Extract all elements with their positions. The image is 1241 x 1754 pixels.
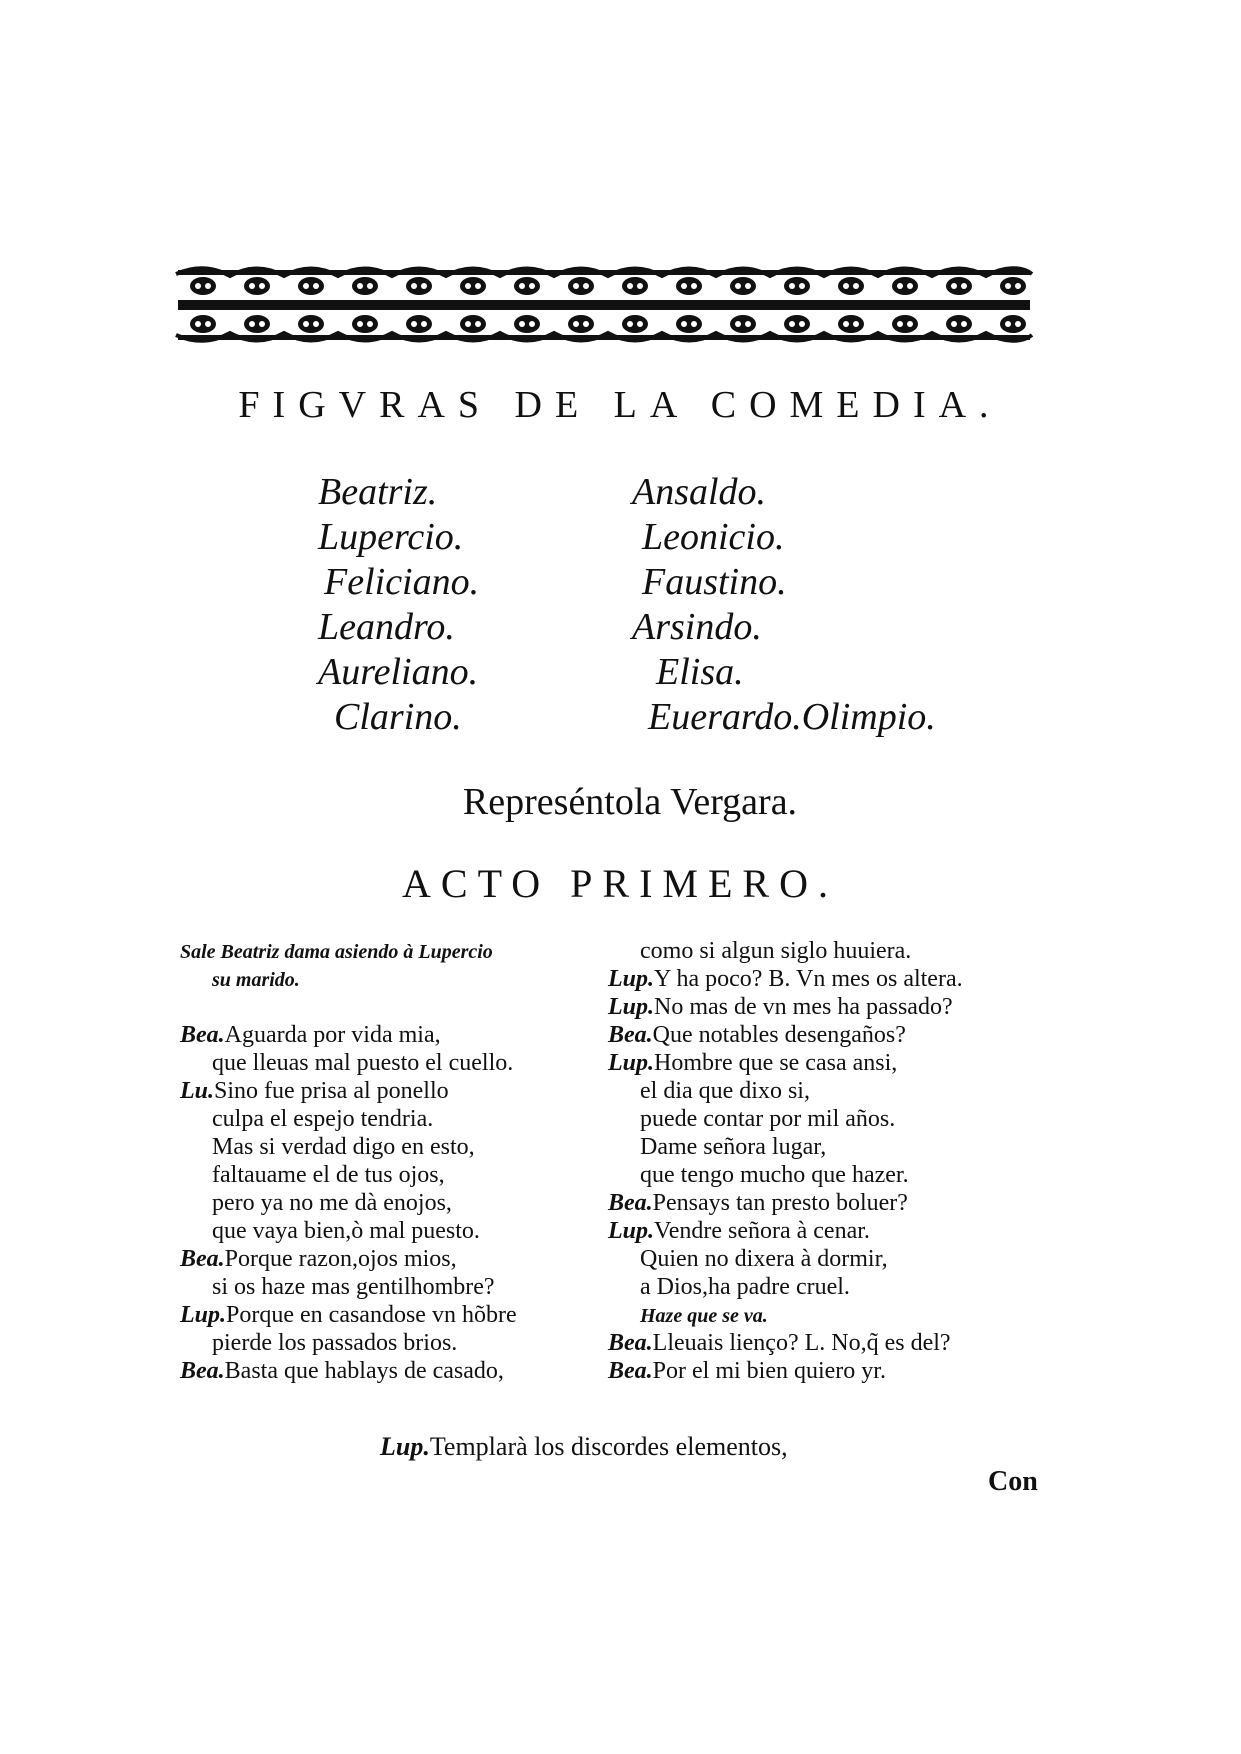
cast-list-right (632, 470, 936, 740)
verse-text: Basta que hablays de casado, (224, 1358, 504, 1384)
verse-text: Y ha poco? B. Vn mes os altera. (654, 966, 963, 992)
verse-text: Templarà los discordes elementos, (429, 1432, 788, 1461)
dialogue-column-left (180, 937, 620, 1385)
verse-text: pero ya no me dà enojos, (212, 1190, 452, 1216)
verse-text: que lleuas mal puesto el cuello. (212, 1050, 514, 1076)
dialogue-column-right (608, 937, 1048, 1385)
speaker-label: Lup. (180, 1302, 227, 1328)
dialogue-line (180, 1049, 620, 1077)
verse-text: No mas de vn mes ha passado? (654, 994, 953, 1020)
dialogue-line (180, 1105, 620, 1133)
dialogue-line (608, 993, 1048, 1021)
dialogue-line (180, 1189, 620, 1217)
dialogue-line (608, 1105, 1048, 1133)
speaker-label: Bea. (608, 1190, 653, 1216)
dialogue-line (180, 1329, 620, 1357)
stage-direction-text: su marido. (212, 969, 300, 991)
speaker-label: Lup. (608, 1218, 655, 1244)
verse-text: Quien no dixera à dormir, (640, 1246, 888, 1272)
verse-text: Vendre señora à cenar. (654, 1218, 870, 1244)
stage-direction-text: Haze que se va. (640, 1305, 768, 1327)
verse-text: Lleuais lienço? L. No,q̃ es del? (652, 1330, 951, 1356)
cast-name: Clarino. (334, 696, 462, 738)
catchword: Con (988, 1466, 1038, 1497)
cast-name: Leonicio. (642, 516, 785, 558)
performed-by-line: Represéntola Vergara. (462, 781, 798, 823)
speaker-label: Lup. (380, 1432, 430, 1461)
cast-list-left (318, 470, 479, 740)
verse-text: Hombre que se casa ansi, (654, 1050, 898, 1076)
speaker-label: Bea. (180, 1022, 225, 1048)
dialogue-line (608, 1133, 1048, 1161)
cast-name: Aureliano. (318, 651, 479, 693)
speaker-label: Lu. (180, 1078, 215, 1104)
verse-text: puede contar por mil años. (640, 1106, 896, 1132)
speaker-label: Bea. (180, 1358, 225, 1384)
verse-text: culpa el espejo tendria. (212, 1106, 434, 1132)
cast-heading: FIGVRAS DE LA COMEDIA. (238, 384, 1002, 426)
verse-text: faltauame el de tus ojos, (212, 1162, 445, 1188)
dialogue-line (608, 1161, 1048, 1189)
verse-text: a Dios,ha padre cruel. (640, 1274, 850, 1300)
verse-text: Que notables desengaños? (652, 1022, 906, 1048)
cast-name: Euerardo.Olimpio. (648, 696, 936, 738)
stage-direction (180, 937, 620, 965)
dialogue-line (180, 1077, 620, 1105)
speaker-label: Lup. (608, 966, 655, 992)
dialogue-line (608, 1021, 1048, 1049)
speaker-label: Bea. (608, 1330, 653, 1356)
dialogue-line (180, 993, 620, 1021)
cast-name: Leandro. (318, 606, 455, 648)
verse-text: Mas si verdad digo en esto, (212, 1134, 475, 1160)
verse-text: Sino fue prisa al ponello (214, 1078, 449, 1104)
dialogue-line (608, 1189, 1048, 1217)
speaker-label: Bea. (608, 1022, 653, 1048)
dialogue-line (608, 1217, 1048, 1245)
dialogue-line (180, 1021, 620, 1049)
verse-text: como si algun siglo huuiera. (640, 938, 912, 964)
stage-direction (180, 965, 620, 993)
verse-text: pierde los passados brios. (212, 1330, 458, 1356)
verse-text: Porque en casandose vn hõbre (226, 1302, 517, 1328)
verse-text: Porque razon,ojos mios, (224, 1246, 457, 1272)
decorative-ornament-band (168, 264, 1040, 346)
dialogue-line (608, 1245, 1048, 1273)
dialogue-line (180, 1133, 620, 1161)
dialogue-line (180, 1273, 620, 1301)
speaker-label: Lup. (608, 994, 655, 1020)
verse-text: Dame señora lugar, (640, 1134, 827, 1160)
dialogue-line (608, 1273, 1048, 1301)
dialogue-line (180, 1245, 620, 1273)
verse-text: que tengo mucho que hazer. (640, 1162, 909, 1188)
dialogue-line (180, 1357, 620, 1385)
dialogue-line (180, 1217, 620, 1245)
speaker-label: Lup. (608, 1050, 655, 1076)
cast-name: Ansaldo. (632, 471, 767, 513)
verse-text: el dia que dixo si, (640, 1078, 810, 1104)
cast-name: Arsindo. (632, 606, 762, 648)
verse-text: Por el mi bien quiero yr. (652, 1358, 886, 1384)
dialogue-line (608, 1329, 1048, 1357)
stage-direction (608, 1301, 1048, 1329)
verse-text: si os haze mas gentilhombre? (212, 1274, 495, 1300)
speaker-label: Bea. (608, 1358, 653, 1384)
stage-direction-text: Sale Beatriz dama asiendo à Lupercio (180, 941, 493, 963)
dialogue-line (180, 1301, 620, 1329)
dialogue-line (608, 965, 1048, 993)
closing-verse-line (380, 1432, 788, 1462)
dialogue-line (180, 1161, 620, 1189)
cast-name: Lupercio. (318, 516, 464, 558)
cast-name: Beatriz. (318, 471, 438, 513)
verse-text: que vaya bien,ò mal puesto. (212, 1218, 480, 1244)
dialogue-line (608, 937, 1048, 965)
cast-name: Elisa. (656, 651, 744, 693)
cast-name: Faustino. (642, 561, 787, 603)
speaker-label: Bea. (180, 1246, 225, 1272)
dialogue-line (608, 1049, 1048, 1077)
dialogue-line (608, 1077, 1048, 1105)
cast-name: Feliciano. (324, 561, 480, 603)
verse-text: Aguarda por vida mia, (224, 1022, 441, 1048)
verse-text: Pensays tan presto boluer? (652, 1190, 908, 1216)
act-heading: ACTO PRIMERO. (402, 861, 838, 906)
dialogue-line (608, 1357, 1048, 1385)
